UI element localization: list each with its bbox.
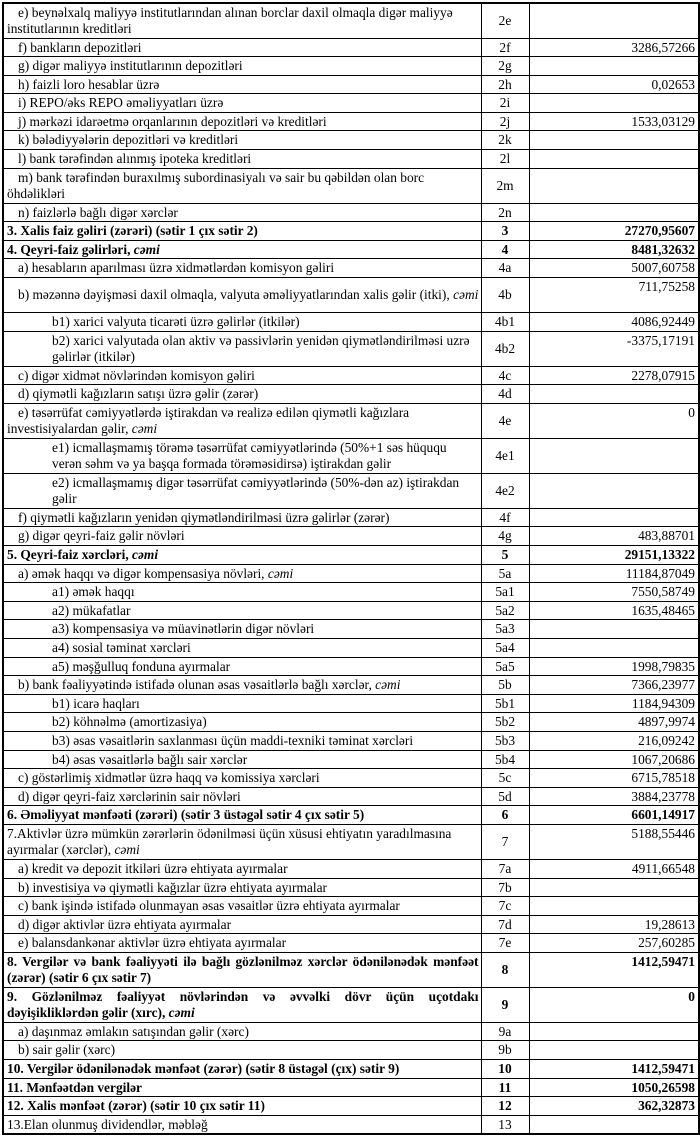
row-label: m) bank tərəfindən buraxılmış subordinasiyalı və sair bu qəbildən olan borc öhdəlikləri [3,168,481,203]
row-label: h) faizli loro hesablar üzrə [3,75,481,94]
row-value: 257,60285 [529,934,699,953]
row-code: 2h [481,75,529,94]
table-row [3,438,699,473]
row-value [529,3,699,38]
row-code: 2i [481,94,529,113]
row-code: 8 [481,952,529,987]
row-label: a) əmək haqqı və digər kompensasiya növləri, cəmi [3,564,481,583]
row-code: 9 [481,987,529,1022]
row-value: 0,02653 [529,75,699,94]
row-code: 4e1 [481,438,529,473]
row-label: g) digər qeyri-faiz gəlir növləri [3,527,481,546]
table-row [3,713,699,732]
row-label: 6. Əməliyyat mənfəəti (zərəri) (sətir 3 üstəgəl sətir 4 çıx sətir 5) [3,806,481,825]
row-value: 483,88701 [529,527,699,546]
row-code: 7 [481,824,529,859]
row-code: 5b3 [481,731,529,750]
table-row [3,527,699,546]
row-code: 5a3 [481,620,529,639]
row-code: 2m [481,168,529,203]
table-row [3,638,699,657]
row-label: c) bank işində istifadə olunmayan əsas vəsaitlər üzrə ehtiyata ayırmalar [3,897,481,916]
row-value: 1184,94309 [529,694,699,713]
income-expense-table [2,2,700,1135]
row-code: 5b4 [481,750,529,769]
row-value [529,508,699,527]
row-value: 19,28613 [529,915,699,934]
row-value: 29151,13322 [529,546,699,565]
row-code: 9b [481,1041,529,1060]
row-value: 5007,60758 [529,259,699,278]
row-code: 5c [481,769,529,788]
table-row [3,915,699,934]
table-row [3,787,699,806]
row-code: 2l [481,150,529,169]
row-label: b4) əsas vəsaitlərlə bağlı sair xərclər [3,750,481,769]
table-row [3,94,699,113]
row-label: a) kredit və depozit itkiləri üzrə ehtiyata ayırmalar [3,859,481,878]
table-row [3,473,699,508]
row-value: 0 [529,403,699,438]
row-code: 4d [481,385,529,404]
row-value [529,203,699,222]
row-code: 9a [481,1022,529,1041]
row-label: b1) icarə haqları [3,694,481,713]
row-value: 1998,79835 [529,657,699,676]
row-code: 5d [481,787,529,806]
table-row [3,240,699,259]
row-label: k) bələdiyyələrin depozitləri və kreditləri [3,131,481,150]
table-row [3,385,699,404]
row-label: e) beynəlxalq maliyyə institutlarından alınan borclar daxil olmaqla digər maliyyə institutlarının kreditləri [3,3,481,38]
row-value: 216,09242 [529,731,699,750]
row-label: j) mərkəzi idarəetmə orqanlarının depozitləri və kreditləri [3,112,481,131]
row-code: 4e [481,403,529,438]
row-value: 1067,20686 [529,750,699,769]
table-row [3,952,699,987]
row-code: 7c [481,897,529,916]
row-code: 2g [481,57,529,76]
row-value [529,620,699,639]
table-row [3,878,699,897]
row-value: 1050,26598 [529,1078,699,1097]
row-value: 3884,23778 [529,787,699,806]
row-code: 4c [481,366,529,385]
table-row [3,38,699,57]
table-row [3,750,699,769]
table-row [3,731,699,750]
table-row [3,366,699,385]
row-code: 5a4 [481,638,529,657]
table-row [3,583,699,602]
row-value: 5188,55446 [529,824,699,859]
row-value: 1635,48465 [529,601,699,620]
row-label: b) məzənnə dəyişməsi daxil olmaqla, valyuta əməliyyatlarından xalis gəlir (itki), cəmi [3,278,481,313]
row-label: 13.Elan olunmuş dividendlər, məbləğ [3,1115,481,1134]
row-value: 8481,32632 [529,240,699,259]
row-code: 3 [481,222,529,241]
row-value: 2278,07915 [529,366,699,385]
row-label: g) digər maliyyə institutlarının depozitləri [3,57,481,76]
table-row [3,1078,699,1097]
row-code: 7e [481,934,529,953]
table-row [3,508,699,527]
row-label: n) faizlərlə bağlı digər xərclər [3,203,481,222]
row-label: e) balansdankənar aktivlər üzrə ehtiyata ayırmalar [3,934,481,953]
row-code: 11 [481,1078,529,1097]
row-code: 5a1 [481,583,529,602]
row-value [529,168,699,203]
row-value: 6715,78518 [529,769,699,788]
row-value [529,638,699,657]
row-value: 7550,58749 [529,583,699,602]
row-code: 7b [481,878,529,897]
table-row [3,694,699,713]
row-label: f) qiymətli kağızların yenidən qiymətləndirilməsi üzrə gəlirlər (zərər) [3,508,481,527]
table-row [3,564,699,583]
row-code: 12 [481,1097,529,1116]
row-value: 27270,95607 [529,222,699,241]
table-row [3,168,699,203]
row-value: 3286,57266 [529,38,699,57]
row-value: 1533,03129 [529,112,699,131]
row-code: 7a [481,859,529,878]
row-code: 5b1 [481,694,529,713]
row-label: i) REPO/əks REPO əməliyyatları üzrə [3,94,481,113]
row-code: 2j [481,112,529,131]
table-row [3,1115,699,1134]
row-label: b2) köhnəlmə (amortizasiya) [3,713,481,732]
row-code: 5 [481,546,529,565]
row-label: 11. Mənfəətdən vergilər [3,1078,481,1097]
row-label: c) digər xidmət növlərindən komisyon gəliri [3,366,481,385]
row-label: 10. Vergilər ödənilənədək mənfəət (zərər) (sətir 8 üstəgəl (çıx) sətir 9) [3,1060,481,1079]
table-row [3,259,699,278]
row-code: 4g [481,527,529,546]
table-row [3,897,699,916]
table-row [3,403,699,438]
table-row [3,313,699,332]
row-label: d) qiymətli kağızların satışı üzrə gəlir (zərər) [3,385,481,404]
row-code: 5a [481,564,529,583]
row-code: 13 [481,1115,529,1134]
row-label: e1) icmallaşmamış törəmə təsərrüfat cəmiyyətlərində (50%+1 səs hüququ verən səhm və ya başqa formada törəməsidirsə) iştirakdan gəlir [3,438,481,473]
table-row [3,1097,699,1116]
table-row [3,657,699,676]
row-label: b) investisiya və qiymətli kağızlar üzrə ehtiyata ayırmalar [3,878,481,897]
table-row [3,131,699,150]
row-label: b1) xarici valyuta ticarəti üzrə gəlirlər (itkilər) [3,313,481,332]
row-label: a5) məşğulluq fonduna ayırmalar [3,657,481,676]
row-code: 5a5 [481,657,529,676]
row-code: 4a [481,259,529,278]
table-row [3,112,699,131]
row-code: 4e2 [481,473,529,508]
row-label: a) hesabların aparılması üzrə xidmətlərdən komisyon gəliri [3,259,481,278]
row-code: 4f [481,508,529,527]
row-label: 12. Xalis mənfəət (zərər) (sətir 10 çıx sətir 11) [3,1097,481,1116]
row-label: b2) xarici valyutada olan aktiv və passivlərin yenidən qiymətləndirilməsi uzrə gəlirlər (itkilər) [3,331,481,366]
row-value: 362,32873 [529,1097,699,1116]
row-code: 4b [481,278,529,313]
table-row [3,3,699,38]
row-label: e) təsərrüfat cəmiyyətlərdə iştirakdan və realizə edilən qiymətli kağızlara investisiyalardan gəlir, cəmi [3,403,481,438]
row-value [529,385,699,404]
table-row [3,1022,699,1041]
row-value: 0 [529,987,699,1022]
row-label: a3) kompensasiya və müavinətlərin digər növləri [3,620,481,639]
table-row [3,278,699,313]
row-label: 4. Qeyri-faiz gəlirləri, cəmi [3,240,481,259]
row-value: 7366,23977 [529,676,699,695]
table-row [3,222,699,241]
row-value [529,1115,699,1134]
row-label: 7.Aktivlər üzrə mümkün zərərlərin ödənilməsi üçün xüsusi ehtiyatın yaradılmasına ayırmalar (xərclər), cəmi [3,824,481,859]
table-row [3,75,699,94]
row-label: 3. Xalis faiz gəliri (zərəri) (sətir 1 çıx sətir 2) [3,222,481,241]
table-row [3,57,699,76]
row-code: 6 [481,806,529,825]
row-value: 4911,66548 [529,859,699,878]
table-row [3,601,699,620]
row-label: 9. Gözlənilməz fəaliyyət növlərindən və əvvəlki dövr üçün uçotdakı dəyişikliklərdən gəlir (xırc), cəmi [3,987,481,1022]
row-code: 2n [481,203,529,222]
row-value: 4086,92449 [529,313,699,332]
row-value [529,150,699,169]
row-value: -3375,17191 [529,331,699,366]
row-label: b) sair gəlir (xərc) [3,1041,481,1060]
row-code: 4b1 [481,313,529,332]
row-value [529,473,699,508]
row-code: 5b2 [481,713,529,732]
row-code: 4 [481,240,529,259]
row-label: a4) sosial təminat xərcləri [3,638,481,657]
row-label: a) daşınmaz əmlakın satışından gəlir (xərc) [3,1022,481,1041]
row-label: 5. Qeyri-faiz xərcləri, cəmi [3,546,481,565]
table-row [3,203,699,222]
row-value [529,1022,699,1041]
row-label: b) bank fəaliyyətində istifadə olunan əsas vəsaitlərlə bağlı xərclər, cəmi [3,676,481,695]
row-code: 2f [481,38,529,57]
row-value [529,94,699,113]
row-value: 4897,9974 [529,713,699,732]
table-row [3,824,699,859]
row-value: 11184,87049 [529,564,699,583]
row-label: a1) əmək haqqı [3,583,481,602]
row-label: a2) mükafatlar [3,601,481,620]
row-label: d) digər aktivlər üzrə ehtiyata ayırmalar [3,915,481,934]
table-row [3,1060,699,1079]
row-code: 10 [481,1060,529,1079]
row-label: 8. Vergilər və bank fəaliyyəti ilə bağlı gözlənilməz xərclər ödənilənədək mənfəət (zərər) (sətir 6 çıx sətir 7) [3,952,481,987]
row-value: 6601,14917 [529,806,699,825]
row-value [529,438,699,473]
row-value [529,57,699,76]
income-table-body [3,3,699,1134]
row-label: b3) əsas vəsaitlərin saxlanması üçün maddi-texniki təminat xərcləri [3,731,481,750]
row-value: 711,75258 [529,278,699,313]
row-value [529,1041,699,1060]
table-row [3,987,699,1022]
row-value: 1412,59471 [529,1060,699,1079]
table-row [3,859,699,878]
table-row [3,769,699,788]
row-code: 2k [481,131,529,150]
row-label: l) bank tərəfindən alınmış ipoteka kreditləri [3,150,481,169]
table-row [3,331,699,366]
row-code: 7d [481,915,529,934]
table-row [3,806,699,825]
row-label: f) bankların depozitləri [3,38,481,57]
row-value [529,131,699,150]
row-value [529,897,699,916]
row-value: 1412,59471 [529,952,699,987]
row-code: 5b [481,676,529,695]
row-label: d) digər qeyri-faiz xərclərinin sair növləri [3,787,481,806]
row-code: 4b2 [481,331,529,366]
row-label: c) göstərlimiş xidmətlər üzrə haqq və komissiya xərcləri [3,769,481,788]
table-row [3,934,699,953]
row-label: e2) icmallaşmamış digər təsərrüfat cəmiyyətlərində (50%-dən az) iştirakdan gəlir [3,473,481,508]
row-code: 2e [481,3,529,38]
table-row [3,1041,699,1060]
table-row [3,150,699,169]
row-code: 5a2 [481,601,529,620]
table-row [3,620,699,639]
row-value [529,878,699,897]
table-row [3,546,699,565]
table-row [3,676,699,695]
